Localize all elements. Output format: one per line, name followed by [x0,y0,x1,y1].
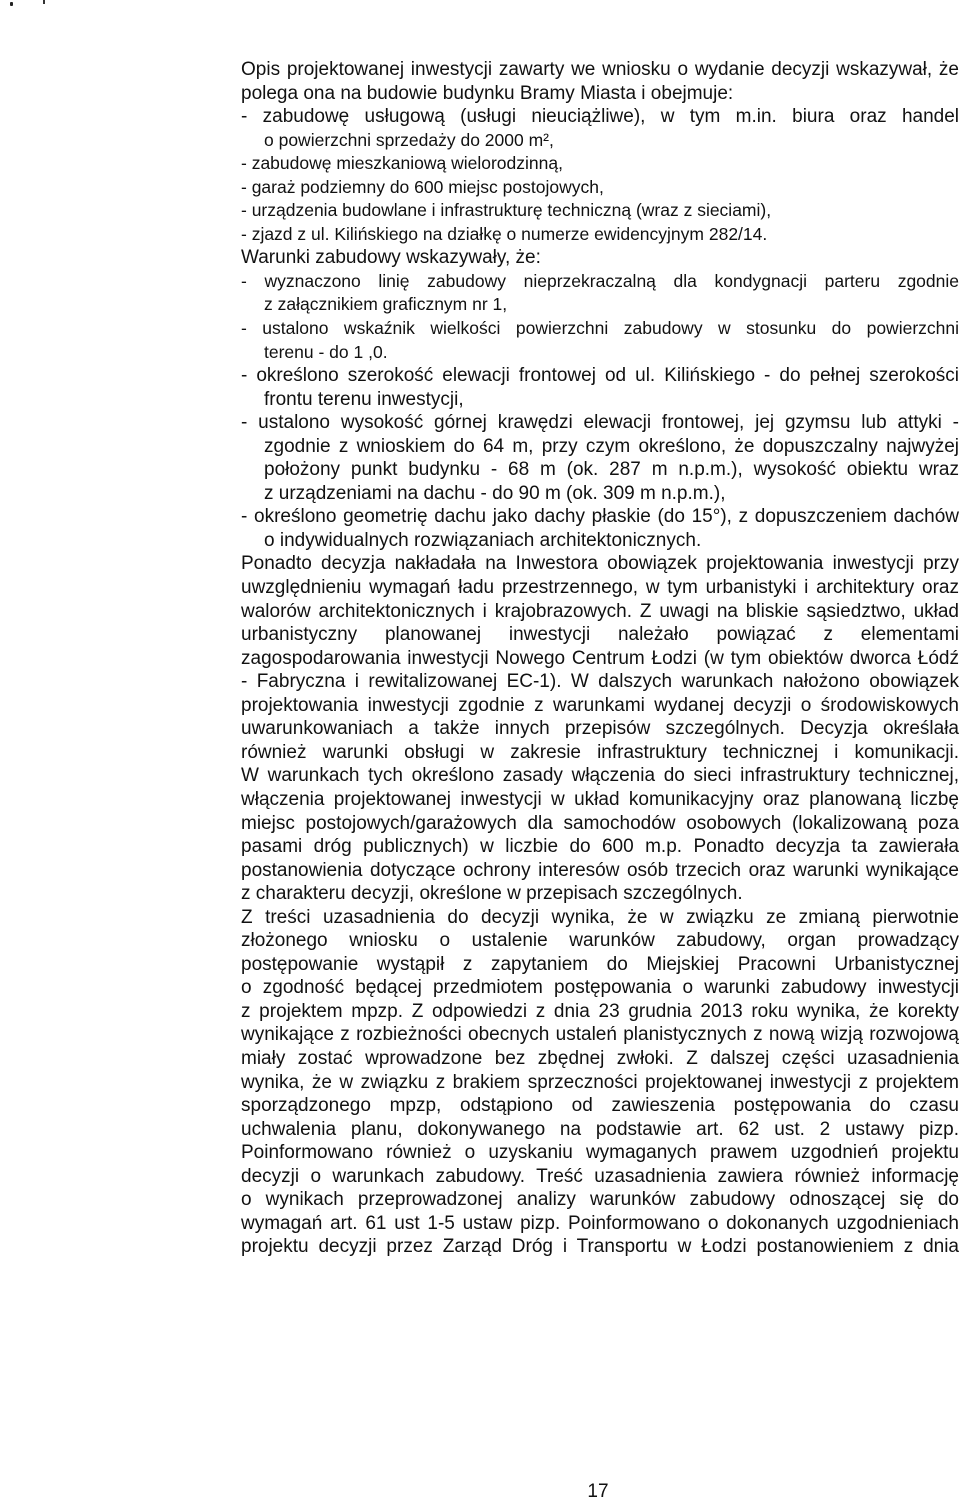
scan-specks [0,0,60,14]
text-line-content: - ustalono wskaźnik wielkości powierzchni zabudowy w stosunku do powierzchni [241,318,959,339]
text-line-content: o powierzchni sprzedaży do 2000 m², [264,129,554,150]
text-line [241,1212,959,1236]
text-line-content: - ustalono wysokość górnej krawędzi elewacji frontowej, jej gzymsu lub attyki - [241,412,959,434]
text-line [241,411,959,435]
text-line [241,953,959,977]
text-line-content: - zjazd z ul. Kilińskiego na działkę o numerze ewidencyjnym 282/14. [241,223,768,244]
scan-speck [43,0,45,4]
text-line [241,906,959,930]
text-line [241,741,959,765]
text-line [241,835,959,859]
page-number-text: 17 [587,1481,609,1502]
text-line-content: z załącznikiem graficznym nr 1, [264,294,508,315]
text-line-content: Warunki zabudowy wskazywały, że: [241,247,541,269]
text-line [241,670,959,694]
text-line [241,812,959,836]
text-line [241,152,959,176]
text-line [241,717,959,741]
text-line-content: o indywidualnych rozwiązaniach architektonicznych. [264,529,702,551]
body-text [241,58,959,1259]
text-line [241,199,959,223]
text-line-content: Poinformowano również o uzyskaniu wymaganych prawem uzgodnień projektu [241,1142,959,1164]
text-line-content: urbanistyczny planowanej inwestycji należało powiązać z elementami [241,624,959,646]
text-line [241,552,959,576]
text-line-content: postępowanie wystąpił z zapytaniem do Miejskiej Pracowni Urbanistycznej [241,953,959,975]
text-line [241,1118,959,1142]
text-line-content: miejsc postojowych/garażowych dla samochodów osobowych (lokalizowaną poza [241,812,959,834]
text-line-content: - Fabryczna i rewitalizowanej EC-1). W dalszych warunkach nałożono obowiązek [241,671,959,693]
text-line-content: - urządzenia budowlane i infrastrukturę techniczną (wraz z sieciami), [241,200,772,221]
text-line [241,246,959,270]
text-line [241,1188,959,1212]
text-line [241,58,959,82]
text-line-content: uwarunkowaniach a także innych przepisów szczególnych. Decyzja określała [241,718,959,740]
text-line [241,976,959,1000]
text-line [241,764,959,788]
text-line [241,270,959,294]
text-line-content: W warunkach tych określono zasady włączenia do sieci infrastruktury technicznej, [241,765,959,787]
text-line [241,223,959,247]
page-number [0,1480,960,1504]
text-line [241,129,959,153]
text-line-content: - określono geometrię dachu jako dachy płaskie (do 15°), z dopuszczeniem dachów [241,506,959,528]
text-line [241,1047,959,1071]
text-line [241,647,959,671]
text-line [241,788,959,812]
text-line [241,623,959,647]
text-line [241,600,959,624]
text-line [241,1235,959,1259]
text-line-content: wymagań art. 61 ust 1-5 ustaw pizp. Poinformowano o dokonanych uzgodnieniach [241,1212,959,1234]
text-line [241,341,959,365]
text-line [241,458,959,482]
text-line-content: wynikające z rozbieżności obecnych ustaleń planistycznych z nową wizją rozwojową [241,1024,959,1046]
text-line [241,317,959,341]
text-line-content: uchwalenia planu, dokonywanego na podstawie art. 62 ust. 2 ustawy pizp. [241,1118,959,1140]
text-line [241,1094,959,1118]
text-line [241,576,959,600]
text-line-content: - zabudowę mieszkaniową wielorodzinną, [241,153,563,174]
text-line-content: włączenia projektowanej inwestycji w układ komunikacyjny oraz planowaną liczbę [241,788,959,810]
text-line-content: położony punkt budynku - 68 m (ok. 287 m n.p.m.), wysokość obiektu wraz [264,459,959,481]
text-line-content: postanowienia dotyczące ochrony interesów osób trzecich oraz warunki wynikające [241,859,959,881]
text-line-content: złożonego wniosku o ustalenie warunków zabudowy, organ prowadzący [241,930,959,952]
text-line-content: projektowania inwestycji zgodnie z warunkami wydanej decyzji o środowiskowych [241,694,959,716]
text-line-content: - wyznaczono linię zabudowy nieprzekraczalną dla kondygnacji parteru zgodnie [241,270,959,291]
text-line [241,929,959,953]
text-line-content: frontu terenu inwestycji, [264,388,464,410]
text-line-content: - zabudowę usługową (usługi nieuciążliwe), w tym m.in. biura oraz handel [241,106,959,128]
text-line-content: projektu decyzji przez Zarząd Dróg i Transportu w Łodzi postanowieniem z dnia [241,1236,959,1258]
text-line-content: pasami dróg publicznych) w liczbie do 600 m.p. Ponadto decyzja ta zawierała [241,836,959,858]
text-line [241,1165,959,1189]
text-line-content: uwzględnieniu wymagań ładu przestrzennego, w tym urbanistyki i architektury oraz [241,577,959,599]
text-line-content: również warunki obsługi w zakresie infrastruktury technicznej i komunikacji. [241,741,959,763]
text-line-content: z charakteru decyzji, określone w przepisach szczególnych. [241,883,743,905]
text-line-content: z urządzeniami na dachu - do 90 m (ok. 309 m n.p.m.), [264,482,726,504]
text-line [241,435,959,459]
text-line [241,176,959,200]
text-line [241,293,959,317]
text-line [241,82,959,106]
text-line-content: walorów architektonicznych i krajobrazowych. Z uwagi na bliskie sąsiedztwo, układ [241,600,959,622]
text-line [241,859,959,883]
text-line [241,694,959,718]
text-line [241,529,959,553]
text-line-content: zgodnie z wnioskiem do 64 m, przy czym określono, że dopuszczalny najwyżej [264,435,959,457]
text-line [241,1071,959,1095]
text-line [241,1000,959,1024]
text-line-content: terenu - do 1 ,0. [264,341,388,362]
text-line-content: sporządzonego mpzp, odstąpiono od zawieszenia postępowania do czasu [241,1095,959,1117]
text-line-content: - określono szerokość elewacji frontowej od ul. Kilińskiego - do pełnej szerokości [241,365,959,387]
text-line-content: polega ona na budowie budynku Bramy Miasta i obejmuje: [241,82,734,104]
text-line-content: o wynikach przeprowadzonej analizy warunków zabudowy odnoszącej się do [241,1189,959,1211]
text-line-content: z projektem mpzp. Z odpowiedzi z dnia 23 grudnia 2013 roku wynika, że korekty [241,1000,959,1022]
text-line [241,388,959,412]
text-line-content: decyzji o warunkach zabudowy. Treść uzasadnienia zawiera również informację [241,1165,959,1187]
text-line-content: Opis projektowanej inwestycji zawarty we wniosku o wydanie decyzji wskazywał, że [241,59,959,80]
text-line [241,1023,959,1047]
text-line-content: wynika, że w związku z brakiem sprzeczności projektowanej inwestycji z projektem [241,1071,959,1093]
text-line-content: o zgodność będącej przedmiotem postępowania o warunki zabudowy inwestycji [241,977,959,999]
text-line [241,505,959,529]
text-line-content: - garaż podziemny do 600 miejsc postojowych, [241,176,604,197]
text-line [241,105,959,129]
text-line [241,1141,959,1165]
text-line-content: zagospodarowania inwestycji Nowego Centrum Łodzi (w tym obiektów dworca Łódź [241,647,959,669]
text-line-content: Z treści uzasadnienia do decyzji wynika, że w związku ze zmianą pierwotnie [241,906,959,928]
text-line-content: Ponadto decyzja nakładała na Inwestora obowiązek projektowania inwestycji przy [241,553,959,575]
text-line [241,882,959,906]
scan-speck [10,2,13,6]
text-line [241,482,959,506]
text-line-content: miały zostać wprowadzone bez zbędnej zwłoki. Z dalszej części uzasadnienia [241,1047,959,1069]
text-line [241,364,959,388]
